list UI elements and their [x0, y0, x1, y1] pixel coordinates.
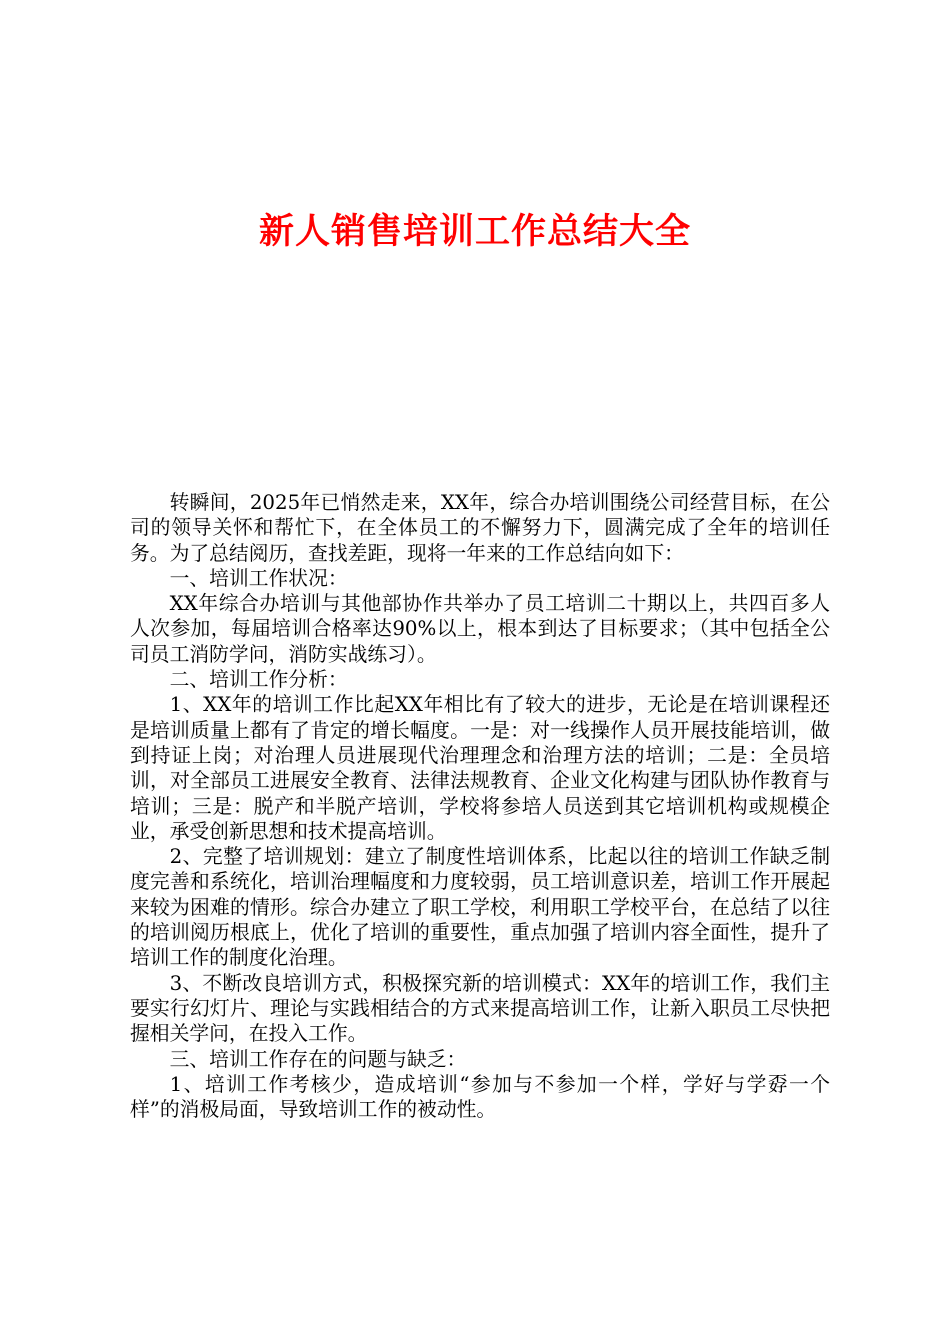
- document-body: [130, 490, 830, 1122]
- paragraph-intro: 转瞬间，2025年已悄然走来，XX年，综合办培训围绕公司经营目标，在公司的领导关怀和帮忙下，在全体员工的不懈努力下，圆满完成了全年的培训任务。为了总结阅历，查找差距，现将一年来的工作总结向如下：: [130, 491, 830, 565]
- document-title: 新人销售培训工作总结大全: [258, 211, 691, 252]
- paragraph-analysis-3: 3、不断改良培训方式，积极探究新的培训模式：XX年的培训工作，我们主要实行幻灯片、理论与实践相结合的方式来提高培训工作，让新入职员工尽快把握相关学问，在投入工作。: [130, 971, 830, 1046]
- heading-section-3: 三、培训工作存在的问题与缺乏：: [169, 1047, 467, 1071]
- paragraph-analysis-2: 2、完整了培训规划：建立了制度性培训体系，比起以往的培训工作缺乏制度完善和系统化，培训治理幅度和力度较弱，员工培训意识差，培训工作开展起来较为困难的情形。综合办建立了职工学校，利用职工学校平台，在总结了以往的培训阅历根底上，优化了培训的重要性，重点加强了培训内容全面性，提升了培训工作的制度化治理。: [130, 845, 830, 970]
- paragraph-problem-1: 1、培训工作考核少，造成培训“参加与不参加一个样，学好与学孬一个样”的消极局面，导致培训工作的被动性。: [130, 1072, 830, 1122]
- heading-section-2: 二、培训工作分析：: [169, 668, 348, 692]
- paragraph-analysis-1: 1、XX年的培训工作比起XX年相比有了较大的进步，无论是在培训课程还是培训质量上都有了肯定的增长幅度。一是：对一线操作人员开展技能培训，做到持证上岗；对治理人员进展现代治理理念和治理方法的培训；二是：全员培训，对全部员工进展安全教育、法律法规教育、企业文化构建与团队协作教育与培训；三是：脱产和半脱产培训，学校将参培人员送到其它培训机构或规模企业，承受创新思想和技术提高培训。: [130, 693, 830, 843]
- paragraph-section-1: XX年综合办培训与其他部协作共举办了员工培训二十期以上，共四百多人人次参加，每届培训合格率达90%以上，根本到达了目标要求；（其中包括全公司员工消防学问，消防实战练习）。: [130, 592, 830, 666]
- heading-section-1: 一、培训工作状况：: [169, 566, 348, 590]
